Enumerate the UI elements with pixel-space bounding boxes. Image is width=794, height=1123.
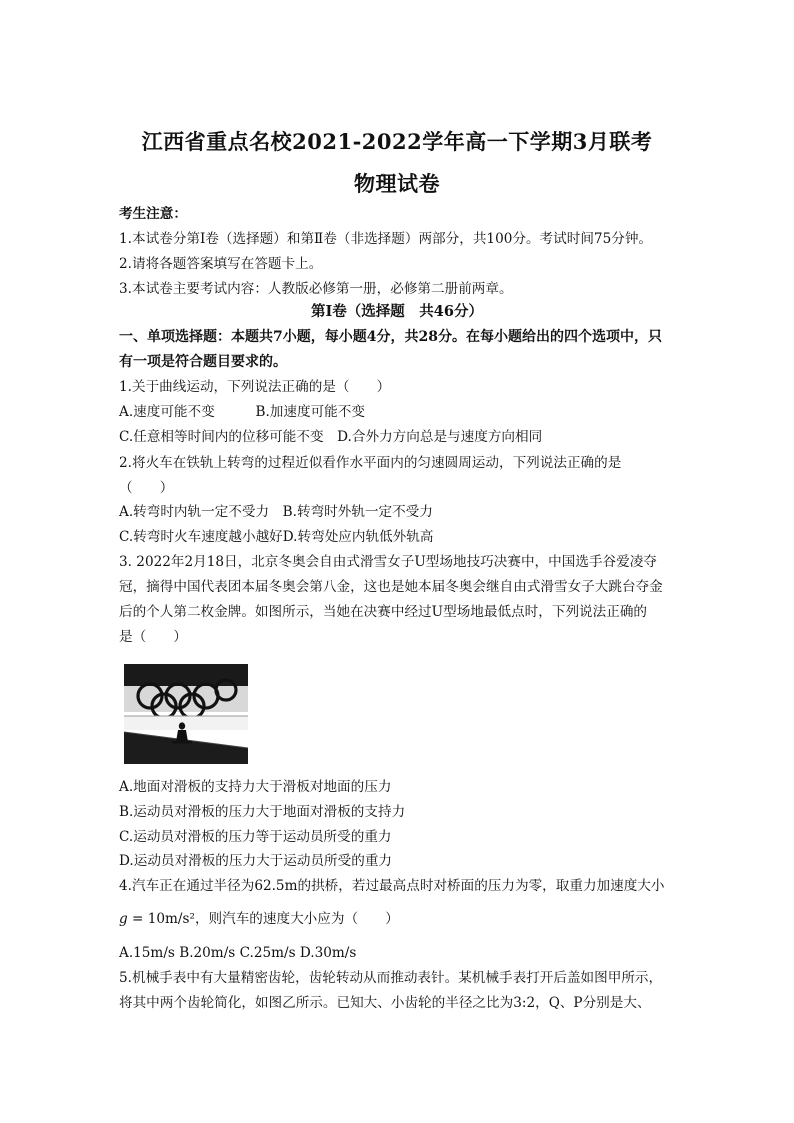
formula-variable: g	[119, 911, 128, 927]
question-3-stem: 冠，摘得中国代表团本届冬奥会第八金，这也是她本届冬奥会继自由式滑雪女子大跳台夺金	[119, 579, 663, 595]
question-5-stem: 5.机械手表中有大量精密齿轮，齿轮转动从而推动表针。某机械手表打开后盖如图甲所示，	[119, 970, 663, 986]
question-1-option: C.任意相等时间内的位移可能不变 D.合外力方向总是与速度方向相同	[119, 429, 543, 445]
exam-title: 江西省重点名校2021-2022学年高一下学期3月联考	[141, 129, 653, 154]
section-instruction: 有一项是符合题目要求的。	[119, 354, 287, 370]
question-4-stem-end: ，则汽车的速度大小应为（ ）	[194, 911, 399, 927]
notice-item: 2.请将各题答案填写在答题卡上。	[119, 256, 323, 272]
question-3-option: B.运动员对滑板的压力大于地面对滑板的支持力	[119, 804, 406, 820]
question-4-formula-line	[119, 910, 399, 928]
question-1-stem: 1.关于曲线运动，下列说法正确的是（ ）	[119, 379, 391, 395]
formula-value: = 10m/s²	[127, 911, 195, 927]
question-2-stem: （ ）	[119, 480, 174, 496]
question-2-option: C.转弯时火车速度越小越好D.转弯处应内轨低外轨高	[119, 529, 434, 545]
halfpipe-photo	[122, 660, 250, 766]
question-2-stem: 2.将火车在铁轨上转弯的过程近似看作水平面内的匀速圆周运动，下列说法正确的是	[119, 455, 622, 471]
notice-item: 1.本试卷分第Ⅰ卷（选择题）和第Ⅱ卷（非选择题）两部分，共100分。考试时间75分钟。	[119, 231, 653, 247]
section-title: 第Ⅰ卷（选择题 共46分）	[311, 303, 483, 320]
question-4-stem: 4.汽车正在通过半径为62.5m的拱桥，若过最高点时对桥面的压力为零，取重力加速度大小	[119, 878, 665, 894]
question-5-stem: 将其中两个齿轮简化，如图乙所示。已知大、小齿轮的半径之比为3:2，Q、P分别是大、	[119, 995, 651, 1011]
section-instruction: 一、单项选择题：本题共7小题，每小题4分，共28分。在每小题给出的四个选项中，只	[119, 329, 662, 345]
question-3-option: A.地面对滑板的支持力大于滑板对地面的压力	[119, 779, 392, 795]
exam-subtitle: 物理试卷	[354, 171, 440, 196]
question-3-option: D.运动员对滑板的压力大于运动员所受的重力	[119, 853, 393, 869]
notice-heading: 考生注意：	[119, 206, 187, 222]
question-2-option: A.转弯时内轨一定不受力 B.转弯时外轨一定不受力	[119, 504, 433, 520]
notice-item: 3.本试卷主要考试内容：人教版必修第一册，必修第二册前两章。	[119, 281, 513, 297]
question-3-stem: 是（ ）	[119, 629, 187, 645]
question-4-options: A.15m/s B.20m/s C.25m/s D.30m/s	[119, 945, 357, 961]
question-3-option: C.运动员对滑板的压力等于运动员所受的重力	[119, 829, 392, 845]
question-1-option: A.速度可能不变 B.加速度可能不变	[119, 404, 365, 420]
question-3-stem: 后的个人第二枚金牌。如图所示，当她在决赛中经过U型场地最低点时，下列说法正确的	[119, 604, 648, 620]
question-3-stem: 3. 2022年2月18日，北京冬奥会自由式滑雪女子U型场地技巧决赛中，中国选手谷爱凌夺	[119, 554, 657, 570]
